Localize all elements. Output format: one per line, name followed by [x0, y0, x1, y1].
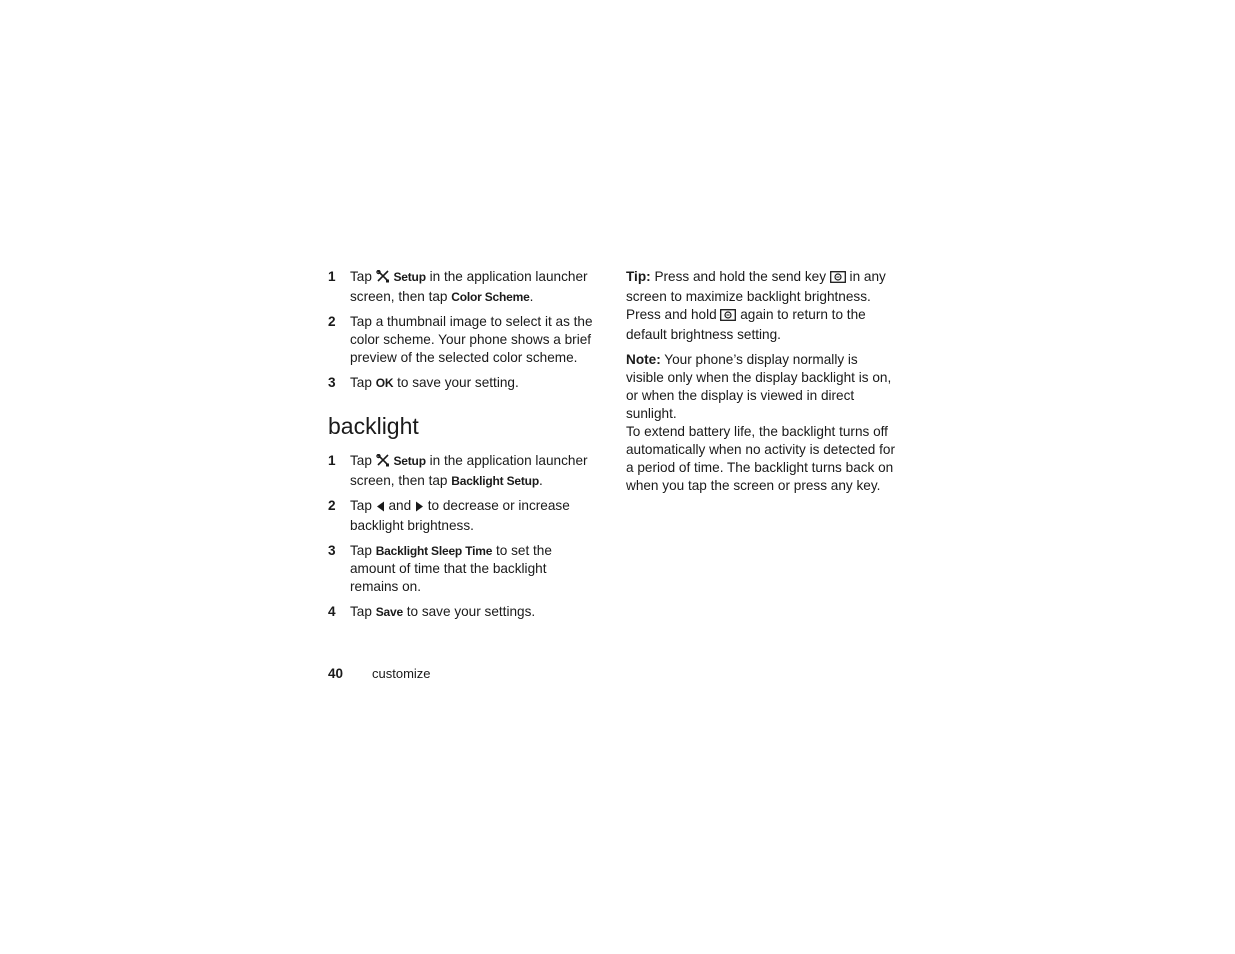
left-column [328, 268, 596, 628]
step-text: Tap [350, 453, 376, 468]
setup-label: Setup [393, 454, 426, 468]
step-text: Tap a thumbnail image to select it as the color scheme. Your phone shows a brief preview of the selected color scheme. [350, 314, 593, 365]
step-number: 4 [328, 604, 336, 619]
step-number: 2 [328, 498, 336, 513]
note-paragraph [626, 351, 896, 495]
save-label: Save [375, 605, 403, 619]
footer-section-name: customize [372, 666, 431, 681]
step-text: to save your setting. [393, 375, 519, 390]
step-text: in the application launcher screen, then tap [350, 453, 588, 488]
right-column [626, 268, 896, 502]
step-number: 1 [328, 453, 336, 468]
step-text: in the application launcher screen, then tap [350, 269, 588, 304]
step-number: 2 [328, 314, 336, 329]
backlight-sleep-time-label: Backlight Sleep Time [375, 544, 493, 558]
setup-tools-icon [376, 270, 390, 288]
note-text-2: To extend battery life, the backlight turns off automatically when no activity is detected for a period of time. The backlight turns back on when you tap the screen or press any key. [626, 424, 895, 493]
page-footer [328, 665, 431, 683]
step-text: to set the amount of time that the backlight remains on. [350, 543, 552, 594]
tip-paragraph [626, 268, 896, 344]
tip-text: Press and hold the send key [650, 269, 830, 284]
tip-text: in any screen to maximize backlight brightness. Press and hold [626, 269, 886, 322]
step-text: Tap [350, 375, 376, 390]
left-triangle-icon [376, 499, 385, 517]
step-1-color [328, 268, 596, 306]
step-number: 3 [328, 375, 336, 390]
step-text: Tap [350, 269, 376, 284]
step-text: to save your settings. [402, 604, 536, 619]
right-triangle-icon [415, 499, 424, 517]
tip-lead: Tip: [626, 269, 651, 284]
page-number: 40 [328, 666, 344, 681]
step-number: 1 [328, 269, 336, 284]
step-text: to decrease or increase backlight brightness. [350, 498, 570, 533]
step-text: . [529, 289, 534, 304]
color-scheme-label: Color Scheme [451, 290, 530, 304]
tip-text: again to return to the default brightness setting. [626, 307, 866, 342]
step-3-color [328, 374, 596, 392]
setup-tools-icon [376, 454, 390, 472]
send-key-icon [830, 270, 846, 288]
step-number: 3 [328, 543, 336, 558]
setup-label: Setup [393, 270, 426, 284]
backlight-setup-label: Backlight Setup [451, 474, 539, 488]
step-text: Tap [350, 604, 376, 619]
send-key-icon [720, 308, 736, 326]
step-text: . [538, 473, 543, 488]
step-3-backlight [328, 542, 596, 596]
step-text: Tap [350, 498, 376, 513]
step-1-backlight [328, 452, 596, 490]
ok-label: OK [375, 376, 394, 390]
step-2-backlight [328, 497, 596, 535]
step-text: and [384, 498, 415, 513]
step-text: Tap [350, 543, 376, 558]
step-4-backlight [328, 603, 596, 621]
note-lead: Note: [626, 352, 661, 367]
note-text: Your phone’s display normally is visible only when the display backlight is on, or when the display is viewed in direct sunlight. [626, 352, 892, 421]
section-heading-backlight: backlight [328, 413, 419, 439]
step-2-color [328, 313, 596, 367]
